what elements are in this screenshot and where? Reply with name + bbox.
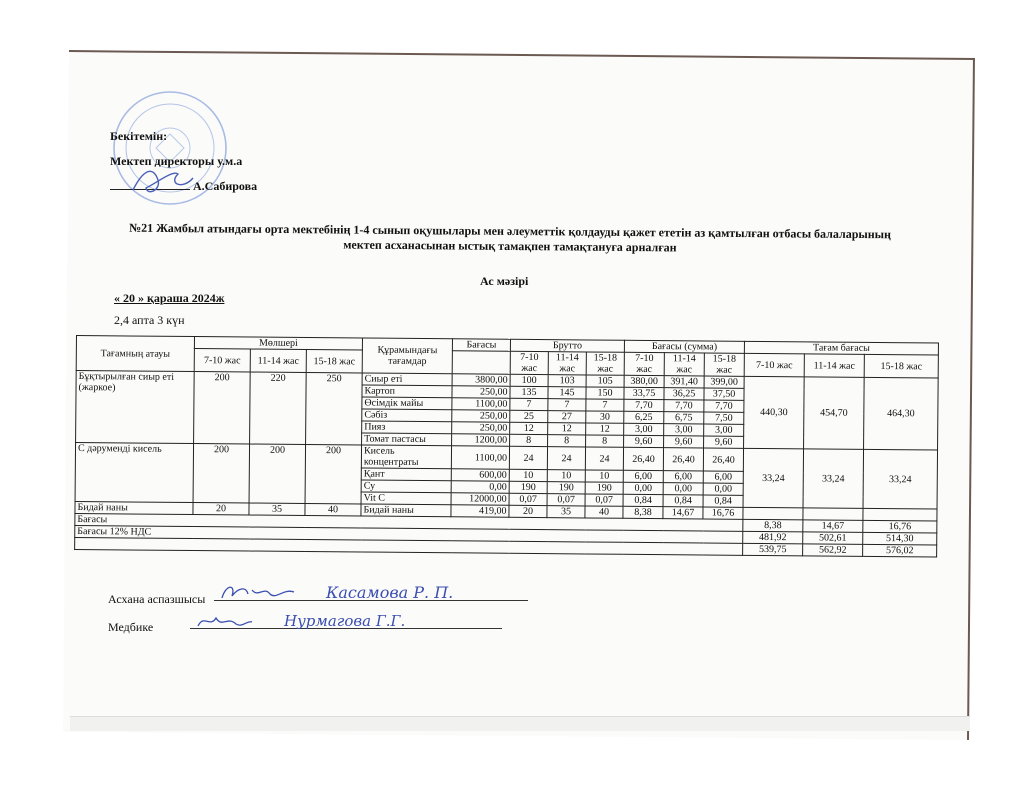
quantity-cell: 250	[306, 373, 363, 445]
brutto-cell: 10	[585, 470, 623, 482]
qty-age-3: 15-18 жас	[306, 350, 362, 373]
brutto-cell: 10	[509, 469, 547, 481]
menu-title: Ас мәзірі	[480, 274, 529, 288]
brutto-cell: 35	[547, 506, 585, 518]
quantity-cell: 40	[305, 504, 361, 516]
brutto-cell: 12	[586, 423, 624, 435]
brutto-cell: 0,07	[547, 494, 585, 506]
ingredient-cell: Томат пастасы	[362, 433, 452, 446]
sum-cell: 380,00	[624, 375, 664, 387]
col-dish-name: Тағамның атауы	[76, 336, 194, 372]
sum-cell: 391,40	[664, 376, 704, 388]
price-cell: 250,00	[452, 386, 510, 399]
dish-price-age-1: 7-10 жас	[744, 353, 804, 377]
dish-name-cell: С дәруменді кисель	[75, 443, 194, 503]
brutto-cell: 40	[585, 506, 623, 518]
sum-cell: 26,40	[663, 448, 703, 471]
brutto-cell: 190	[585, 482, 623, 494]
sum-cell: 6,25	[624, 411, 664, 423]
brutto-cell: 8	[586, 435, 624, 447]
sum-cell: 0,00	[623, 482, 663, 494]
brutto-cell: 0,07	[509, 493, 547, 505]
col-brutto: Брутто	[510, 339, 624, 352]
brutto-cell: 105	[586, 375, 624, 387]
totals-value: 539,75	[743, 543, 803, 556]
brutto-cell: 7	[548, 399, 586, 411]
totals-value: 481,92	[743, 531, 803, 544]
director-signature	[128, 160, 198, 200]
sum-cell: 7,70	[664, 400, 704, 412]
totals-value: 14,67	[803, 520, 863, 533]
totals-value: 8,38	[743, 519, 803, 532]
sum-cell: 3,00	[664, 424, 704, 436]
sum-cell: 9,60	[664, 436, 704, 448]
sum-cell: 14,67	[663, 507, 703, 519]
sum-cell: 399,00	[704, 376, 744, 388]
title-line-1: №21 Жамбыл атындағы орта мектебінің 1-4 сынып оқушылары мен әлеуметтік қолдауды қажет ететін аз қамтылған отбасы балаларының	[129, 220, 892, 242]
brutto-cell: 12	[510, 422, 548, 434]
quantity-cell: 35	[249, 503, 305, 515]
quantity-cell: 220	[250, 372, 307, 444]
dish-price-cell: 440,30	[744, 376, 805, 449]
ingredient-cell: Қант	[361, 468, 451, 481]
sum-cell: 7,70	[624, 399, 664, 411]
brutto-cell: 150	[586, 387, 624, 399]
price-cell: 1200,00	[452, 434, 510, 447]
brutto-age-1: 7-10 жас	[510, 351, 548, 374]
ingredient-cell: Vit C	[361, 492, 451, 505]
menu-date: « 20 » қараша 2024ж	[114, 291, 225, 305]
quantity-cell: 200	[193, 444, 250, 503]
col-dish-price: Тағам бағасы	[744, 341, 938, 355]
dish-price-cell: 33,24	[803, 449, 864, 509]
price-cell: 419,00	[451, 505, 509, 518]
price-cell: 600,00	[451, 469, 509, 482]
brutto-age-3: 15-18 жас	[586, 352, 624, 375]
sum-cell: 36,25	[664, 388, 704, 400]
title-line-2: мектеп асханасынан ыстық тамақпен тамақтануға арналған	[343, 237, 677, 255]
price-cell: 3800,00	[452, 374, 510, 387]
brutto-cell: 24	[509, 446, 547, 469]
dish-price-cell: 33,24	[743, 448, 804, 508]
sum-cell: 9,60	[624, 435, 664, 447]
sum-age-1: 7-10 жас	[624, 352, 664, 375]
brutto-cell: 10	[547, 470, 585, 482]
sum-cell: 0,00	[703, 483, 743, 495]
price-cell: 1100,00	[451, 446, 509, 470]
col-quantity: Мөлшері	[194, 337, 362, 350]
approval-position: Мектеп директоры у.м.а	[110, 154, 243, 168]
sum-cell: 16,76	[703, 507, 743, 519]
sum-cell: 6,75	[664, 412, 704, 424]
ingredient-cell: Сәбіз	[362, 409, 452, 422]
approval-heading: Бекітемін:	[110, 129, 168, 143]
sum-cell: 6,00	[703, 471, 743, 483]
ingredient-cell: Өсімдік майы	[362, 397, 452, 410]
quantity-cell: 20	[193, 503, 249, 515]
dish-price-cell: 454,70	[804, 377, 865, 450]
brutto-cell: 30	[586, 411, 624, 423]
ingredient-cell: Пияз	[362, 421, 452, 434]
dish-price-cell: 33,24	[863, 449, 938, 509]
paper-edge	[70, 716, 970, 731]
totals-label: Бағасы 12% НДС	[75, 525, 743, 543]
cook-handwritten-name: Касамова Р. П.	[326, 583, 454, 602]
brutto-cell: 100	[510, 374, 548, 386]
ingredient-cell: Сиыр еті	[362, 373, 452, 386]
sum-cell: 7,50	[704, 412, 744, 424]
qty-age-2: 11-14 жас	[250, 349, 306, 372]
quantity-cell: 200	[194, 372, 251, 444]
totals-value: 16,76	[863, 520, 937, 533]
dish-name-cell: Бұқтырылған сиыр еті (жаркое)	[76, 371, 195, 444]
sum-cell: 7,70	[704, 400, 744, 412]
medic-label: Медбике	[108, 620, 154, 634]
ingredient-cell: Бидай наны	[361, 504, 451, 517]
totals-value: 576,02	[863, 544, 937, 557]
brutto-cell: 24	[585, 447, 623, 470]
brutto-cell: 7	[586, 399, 624, 411]
sum-cell: 6,00	[663, 471, 703, 483]
quantity-cell: 200	[249, 444, 306, 503]
brutto-age-2: 11-14 жас	[548, 352, 586, 375]
brutto-cell: 0,07	[585, 494, 623, 506]
menu-table	[74, 335, 939, 558]
ingredient-cell: Кисель концентраты	[361, 445, 451, 469]
dish-name-cell: Бидай наны	[75, 501, 193, 514]
sum-cell: 0,84	[663, 495, 703, 507]
qty-age-1: 7-10 жас	[194, 349, 250, 372]
price-cell: 250,00	[452, 422, 510, 435]
menu-week: 2,4 апта 3 күн	[114, 313, 185, 327]
col-price-sum: Бағасы (сумма)	[624, 340, 744, 353]
ingredient-cell: Картоп	[362, 385, 452, 398]
dish-price-cell	[743, 507, 803, 520]
menu-table-body	[75, 371, 939, 558]
price-cell: 1100,00	[452, 398, 510, 411]
totals-value: 514,30	[863, 532, 937, 545]
sum-cell: 33,75	[624, 387, 664, 399]
medic-signature	[194, 612, 254, 632]
price-cell: 0,00	[451, 481, 509, 494]
approval-name: А.Сабирова	[193, 179, 258, 193]
totals-value: 502,61	[803, 532, 863, 545]
brutto-cell: 103	[548, 375, 586, 387]
brutto-cell: 8	[510, 434, 548, 446]
dish-price-cell	[803, 508, 863, 521]
sum-cell: 37,50	[704, 388, 744, 400]
brutto-cell: 190	[547, 482, 585, 494]
cook-label: Асхана аспазшысы	[108, 592, 206, 606]
sum-cell: 0,84	[703, 495, 743, 507]
dish-price-cell: 464,30	[864, 377, 939, 450]
brutto-cell: 145	[548, 387, 586, 399]
col-price: Бағасы	[452, 339, 510, 352]
sum-cell: 3,00	[624, 423, 664, 435]
cook-signature	[218, 582, 298, 604]
sum-cell: 26,40	[623, 447, 663, 470]
medic-handwritten-name: Нурмагова Г.Г.	[284, 612, 406, 630]
ingredient-cell: Су	[361, 480, 451, 493]
sum-cell: 9,60	[704, 436, 744, 448]
sum-cell: 0,84	[623, 494, 663, 506]
sum-cell: 26,40	[703, 448, 743, 471]
menu-table-wrap	[74, 335, 938, 558]
brutto-cell: 135	[510, 386, 548, 398]
sum-cell: 8,38	[623, 506, 663, 518]
price-cell: 250,00	[452, 410, 510, 423]
price-cell: 12000,00	[451, 493, 509, 506]
brutto-cell: 190	[509, 481, 547, 493]
brutto-cell: 25	[510, 410, 548, 422]
sum-age-3: 15-18 жас	[704, 353, 744, 376]
sum-age-2: 11-14 жас	[664, 353, 704, 376]
totals-value: 562,92	[803, 544, 863, 557]
brutto-cell: 24	[547, 447, 585, 470]
brutto-cell: 20	[509, 505, 547, 517]
dish-price-age-2: 11-14 жас	[804, 354, 864, 378]
dish-price-age-3: 15-18 жас	[864, 354, 938, 378]
quantity-cell: 200	[305, 445, 362, 504]
col-ingredients: Құрамындағы тағамдар	[362, 338, 452, 374]
brutto-cell: 8	[548, 435, 586, 447]
sum-cell: 3,00	[704, 424, 744, 436]
brutto-cell: 7	[510, 398, 548, 410]
brutto-cell: 27	[548, 411, 586, 423]
sum-cell: 0,00	[663, 483, 703, 495]
price-empty	[452, 351, 510, 375]
brutto-cell: 12	[548, 423, 586, 435]
dish-price-cell	[863, 508, 937, 521]
sum-cell: 6,00	[623, 470, 663, 482]
totals-label: Бағасы	[75, 513, 743, 531]
